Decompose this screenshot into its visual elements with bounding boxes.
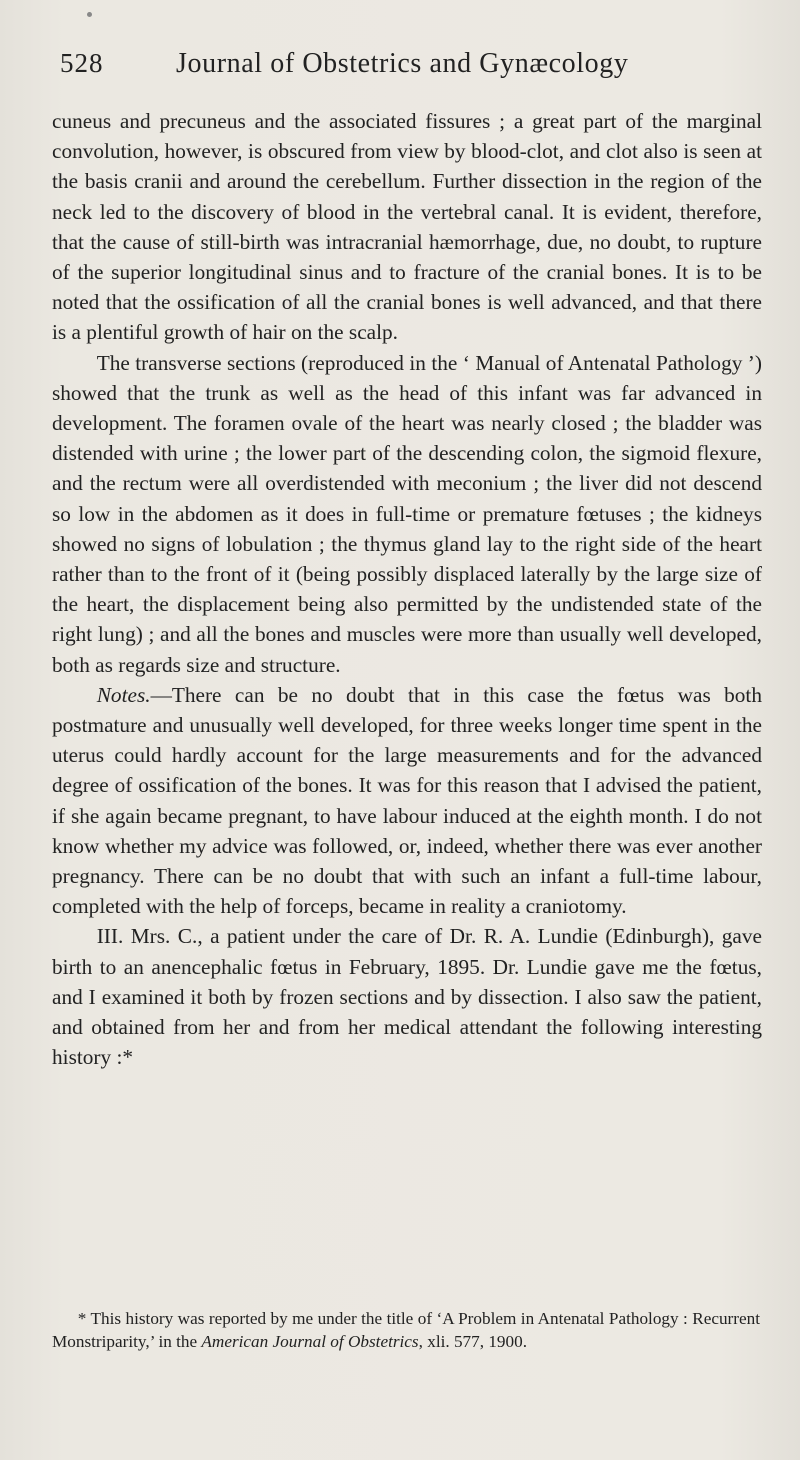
paragraph-transverse-sections: The transverse sections (reproduced in the ‘ Manual of Antenatal Pathology ’) showed that the trunk as well as the head of this infant was far advanced in development. The foramen ovale of the heart was nearly closed ; the bladder was distended with urine ; the lower part of the descending colon, the sigmoid flexure, and the rectum were all overdistended with meconium ; the liver did not descend so low in the abdomen as it does in full-time or premature fœtuses ; the kidneys showed no signs of lobulation ; the thymus gland lay to the right side of the heart rather than to the front of it (being possibly displaced laterally by the large size of the heart, the displacement being also permitted by the undistended state of the right lung) ; and all the bones and muscles were more than usually well developed, both as regards size and structure. (52, 350, 762, 677)
running-header (60, 48, 760, 88)
paragraph-notes (52, 680, 762, 922)
footnote (52, 1308, 760, 1353)
paragraph-continued: cuneus and precuneus and the associated fissures ; a great part of the marginal convolution, however, is obscured from view by blood-clot, and clot also is seen at the basis cranii and around the cerebellum. Further dissection in the region of the neck led to the discovery of blood in the vertebral canal. It is evident, therefore, that the cause of still-birth was intracranial hæmorrhage, due, no doubt, to rupture of the superior longitudinal sinus and to fracture of the cranial bones. It is to be noted that the ossification of all the cranial bones is well advanced, and that there is a plentiful growth of hair on the scalp. (52, 109, 762, 345)
footnote-journal: American Journal of Obstetrics (201, 1331, 419, 1351)
notes-text: —There can be no doubt that in this case the fœtus was both postmature and unusually well developed, for three weeks longer time spent in the uterus could hardly account for the large measurements and for the advanced degree of ossification of the bones. It was for this reason that I advised the patient, if she again became pregnant, to have labour induced at the eighth month. I do not know whether my advice was followed, or, indeed, whether there was ever another pregnancy. There can be no doubt that with such an infant a full-time labour, completed with the help of forceps, became in reality a craniotomy. (52, 682, 762, 919)
notes-lead: Notes. (96, 682, 151, 707)
body-text (52, 106, 762, 1073)
footnote-text (52, 1308, 760, 1353)
ink-speck (87, 12, 92, 17)
footnote-before: * This history was reported by me under the title of ‘A Problem in Antenatal Pathology : Recurrent Monstriparity,’ in the (52, 1309, 760, 1351)
journal-title: Journal of Obstetrics and Gynæcology (176, 48, 629, 79)
page-number: 528 (60, 48, 104, 78)
paragraph-case-three: III. Mrs. C., a patient under the care of Dr. R. A. Lundie (Edinburgh), gave birth to an anencephalic fœtus in February, 1895. Dr. Lundie gave me the fœtus, and I examined it both by frozen sections and by dissection. I also saw the patient, and obtained from her and from her medical attendant the following interesting history :* (52, 924, 762, 1070)
footnote-after: , xli. 577, 1900. (418, 1331, 528, 1351)
